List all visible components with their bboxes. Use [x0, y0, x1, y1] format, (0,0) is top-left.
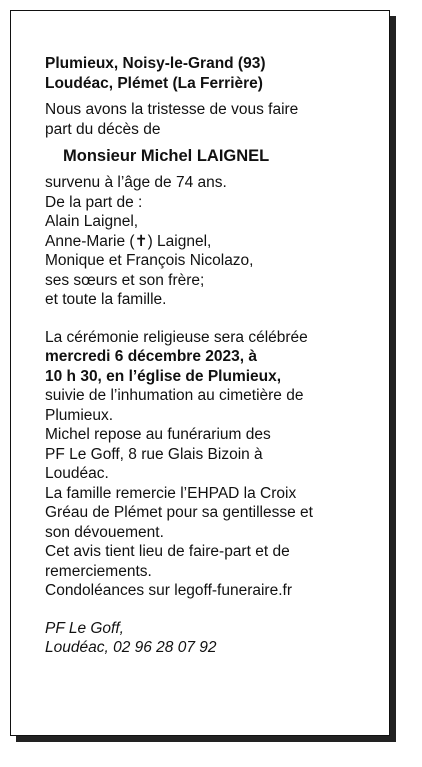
ceremony-line: Plumieux.	[45, 406, 114, 424]
signature-line-1: PF Le Goff,	[45, 619, 124, 637]
detail-line: et toute la famille.	[45, 291, 167, 308]
ceremony-line: suivie de l’inhumation au cimetière de	[45, 387, 304, 404]
intro-line-2: part du décès de	[45, 120, 161, 138]
obituary-notice	[10, 10, 390, 736]
location-line-2: Loudéac, Plémet (La Ferrière)	[45, 75, 263, 92]
ceremony-line: remerciements.	[45, 562, 152, 580]
intro-line-1: Nous avons la tristesse de vous faire	[45, 101, 299, 118]
detail-line: Anne-Marie (✝) Laignel,	[45, 232, 212, 250]
ceremony-line: PF Le Goff, 8 rue Glais Bizoin à	[45, 445, 263, 463]
location-line-1: Plumieux, Noisy-le-Grand (93)	[45, 55, 266, 72]
ceremony-date: mercredi 6 décembre 2023, à	[45, 348, 257, 365]
ceremony-line: Gréau de Plémet pour sa gentillesse et	[45, 504, 313, 521]
condolences-line: Condoléances sur legoff-funeraire.fr	[45, 582, 292, 599]
notice-content	[45, 54, 375, 658]
detail-line: De la part de :	[45, 193, 143, 211]
ceremony-time-place: 10 h 30, en l’église de Plumieux,	[45, 367, 282, 385]
deceased-name: Monsieur Michel LAIGNEL	[63, 147, 270, 165]
ceremony-line: La cérémonie religieuse sera célébrée	[45, 328, 308, 346]
detail-line: Monique et François Nicolazo,	[45, 252, 254, 269]
ceremony-line: Loudéac.	[45, 465, 109, 482]
detail-line: ses sœurs et son frère;	[45, 271, 205, 289]
signature-line-2: Loudéac, 02 96 28 07 92	[45, 639, 217, 656]
ceremony-line: La famille remercie l’EHPAD la Croix	[45, 484, 297, 502]
ceremony-line: Michel repose au funérarium des	[45, 426, 271, 443]
ceremony-line: son dévouement.	[45, 523, 164, 541]
detail-line: survenu à l’âge de 74 ans.	[45, 174, 227, 191]
ceremony-line: Cet avis tient lieu de faire-part et de	[45, 543, 290, 560]
detail-line: Alain Laignel,	[45, 213, 139, 230]
